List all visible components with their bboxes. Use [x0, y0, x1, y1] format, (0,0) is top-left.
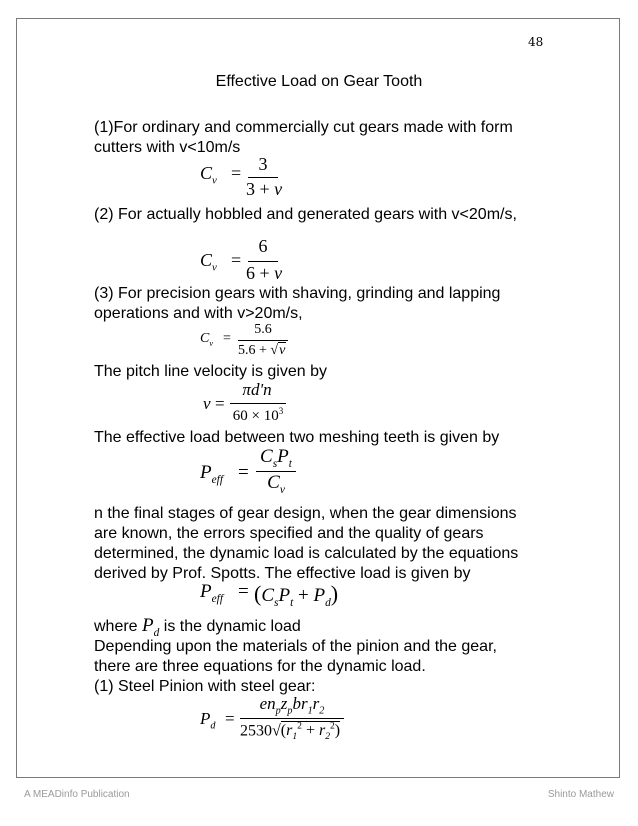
page-number: 48 — [528, 35, 544, 49]
pd-symbol: $P_d$ — [142, 615, 160, 639]
eq3-denominator: 5.6 + √v — [238, 343, 286, 358]
eq1-fraction-bar — [248, 177, 278, 178]
eq2-denominator: 6 + v — [246, 263, 283, 283]
eq2-fraction-bar — [248, 261, 278, 262]
where-line: where $P_d$ is the dynamic load — [94, 615, 301, 639]
eq4-lhs: v — [203, 394, 211, 413]
eq1-lhs: $C_v$ — [200, 163, 217, 187]
para4-line2: are known, the errors specified and the quality of gears — [94, 525, 484, 542]
para3-line1: (3) For precision gears with shaving, grinding and lapping — [94, 285, 501, 302]
eq1-denominator: 3 + v — [246, 179, 283, 199]
eq6-equals: = — [238, 581, 249, 602]
eq3-fraction-bar — [238, 340, 288, 341]
sqrt-symbol: √ — [270, 343, 279, 358]
eq7-lhs: $P_d$ — [200, 709, 216, 732]
eq7-equals: = — [225, 709, 235, 728]
eq3-equals: = — [223, 331, 231, 346]
equation-cv-precision — [200, 322, 300, 362]
eq4-equals: = — [215, 394, 225, 413]
equation-pitch-velocity — [200, 380, 290, 426]
equation-effective-load-ratio — [200, 446, 300, 496]
eq5-equals: = — [238, 462, 249, 483]
para2: (2) For actually hobbled and generated gears with v<20m/s, — [94, 206, 517, 223]
eq5-denominator: $C_v$ — [267, 472, 285, 496]
eq5-numerator: $C_sP_t$ — [260, 446, 292, 470]
footer-author: Shinto Mathew — [547, 789, 614, 800]
eq1-equals: = — [231, 163, 242, 183]
eq6-rhs: $(C_sP_t + P_d)$ — [254, 581, 339, 609]
equation-dynamic-load-steel — [200, 694, 350, 746]
para1-line2: cutters with v<10m/s — [94, 139, 241, 156]
para5-line2: there are three equations for the dynamic load. — [94, 658, 426, 675]
sqrt-symbol: √ — [272, 722, 281, 740]
footer-publisher: A MEADinfo Publication — [24, 789, 130, 800]
eq7-fraction-bar — [240, 718, 344, 719]
eq2-numerator: 6 — [258, 236, 268, 256]
para4-line3: determined, the dynamic load is calculated by the equations — [94, 545, 519, 562]
equation-cv-ordinary — [200, 154, 290, 200]
para5-line1: Depending upon the materials of the pinion and the gear, — [94, 638, 497, 655]
eq5-lhs: $P_{eff}$ — [200, 462, 223, 486]
eq7-denominator: $2530√(r_1^2 + r_2^2)$ — [240, 721, 341, 743]
para4-line1: n the final stages of gear design, when the gear dimensions — [94, 505, 517, 522]
eq4-numerator: πd'n — [242, 380, 272, 399]
pitch-text: The pitch line velocity is given by — [94, 363, 327, 380]
eq2-equals: = — [231, 250, 242, 270]
eq2-lhs: $C_v$ — [200, 250, 217, 274]
eq1-numerator: 3 — [258, 154, 268, 174]
effective-text: The effective load between two meshing teeth is given by — [94, 429, 500, 446]
para4-line4: derived by Prof. Spotts. The effective load is given by — [94, 565, 471, 582]
para3-line2: operations and with v>20m/s, — [94, 305, 303, 322]
para6: (1) Steel Pinion with steel gear: — [94, 678, 316, 695]
equation-effective-load-sum — [200, 579, 360, 609]
eq3-numerator: 5.6 — [254, 322, 272, 337]
eq3-lhs: $C_v$ — [200, 331, 214, 348]
eq6-lhs: $P_{eff}$ — [200, 581, 223, 605]
eq7-numerator: $en_pz_pbr_1r_2$ — [259, 694, 325, 717]
para1-line1: (1)For ordinary and commercially cut gears made with form — [94, 119, 513, 136]
eq4-fraction-bar — [230, 403, 286, 404]
equation-cv-hobbed — [200, 236, 290, 282]
eq4-denominator: $60 \times 10^3$ — [232, 406, 284, 424]
page-title: Effective Load on Gear Tooth — [215, 73, 423, 90]
